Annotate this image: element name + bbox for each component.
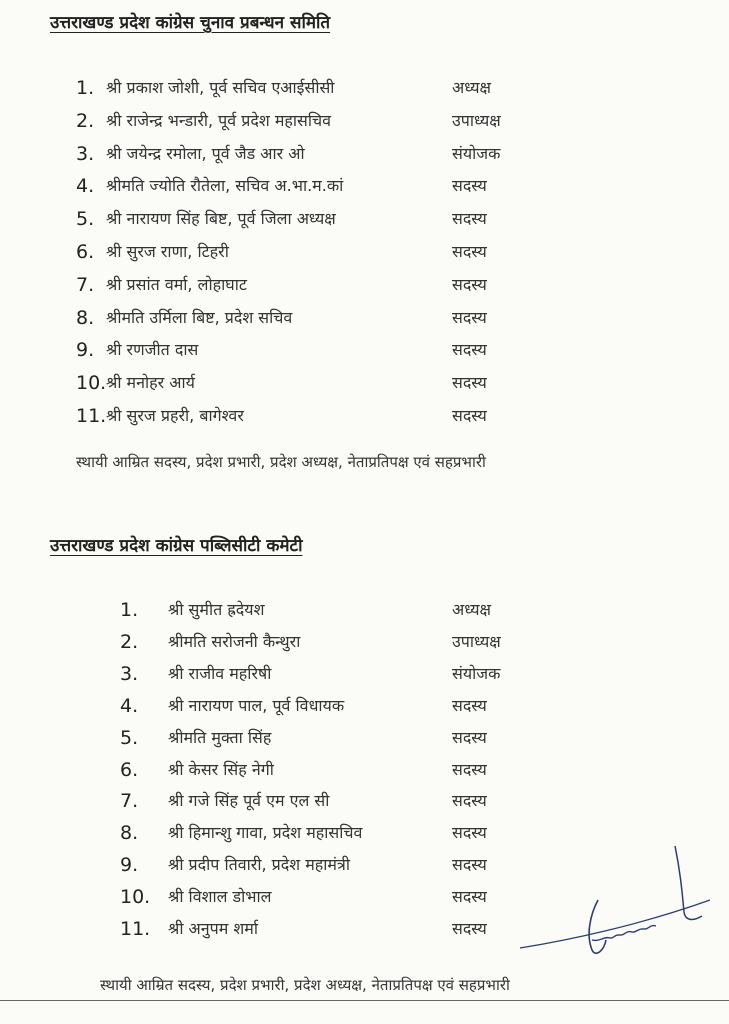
member-role: अध्यक्ष [452, 600, 491, 619]
member-role: सदस्य [452, 919, 487, 938]
member-name: श्री नारायण पाल, पूर्व विधायक [168, 695, 345, 715]
member-name: श्री प्रदीप तिवारी, प्रदेश महामंत्री [168, 855, 350, 875]
member-role: अध्यक्ष [452, 78, 491, 97]
member-role: उपाध्यक्ष [452, 631, 501, 651]
member-role: सदस्य [452, 307, 487, 327]
signature-image [480, 840, 720, 970]
member-role: सदस्य [452, 176, 487, 196]
member-name: श्री गजे सिंह पूर्व एम एल सी [168, 791, 330, 811]
member-name: श्री विशाल डोभाल [168, 887, 272, 907]
member-number: 6. [76, 241, 95, 263]
member-number: 7. [76, 273, 95, 296]
member-number: 2. [120, 630, 139, 653]
member-number: 6. [120, 758, 139, 781]
member-number: 5. [76, 208, 95, 231]
member-name: श्री राजीव महरिषी [168, 663, 272, 683]
member-role: उपाध्यक्ष [452, 110, 501, 130]
member-role: सदस्य [452, 242, 487, 261]
member-name: श्री सुरज राणा, टिहरी [106, 242, 229, 261]
member-number: 1. [120, 599, 139, 621]
member-number: 1. [76, 77, 95, 99]
member-name: श्री हिमान्शु गावा, प्रदेश महासचिव [168, 823, 363, 843]
member-number: 5. [120, 726, 139, 749]
member-role: सदस्य [452, 759, 487, 779]
member-role: सदस्य [452, 695, 487, 715]
member-name: श्रीमति मुक्ता सिंह [168, 727, 272, 747]
member-role: सदस्य [452, 727, 487, 747]
member-number: 11. [120, 918, 151, 940]
member-role: सदस्य [452, 791, 487, 811]
member-number: 8. [120, 822, 139, 845]
member-role: सदस्य [452, 209, 487, 229]
member-number: 3. [120, 662, 139, 685]
member-name: श्री नारायण सिंह बिष्ट, पूर्व जिला अध्यक्ष [106, 209, 336, 229]
member-number: 11. [76, 405, 107, 427]
member-number: 9. [120, 854, 139, 877]
member-role: सदस्य [452, 887, 487, 907]
member-number: 3. [76, 142, 95, 165]
section-2-note: स्थायी आम्रित सदस्य, प्रदेश प्रभारी, प्रदेश अध्यक्ष, नेताप्रतिपक्ष एवं सहप्रभारी [100, 976, 510, 994]
member-role: सदस्य [452, 340, 487, 360]
section-1-note: स्थायी आम्रित सदस्य, प्रदेश प्रभारी, प्रदेश अध्यक्ष, नेताप्रतिपक्ष एवं सहप्रभारी [76, 453, 486, 471]
member-name: श्री सुमीत ह्रदेयश [168, 600, 265, 619]
member-name: श्री रणजीत दास [106, 340, 199, 360]
member-name: श्रीमति सरोजनी कैन्थुरा [168, 631, 301, 651]
member-number: 7. [120, 790, 139, 813]
member-name: श्री जयेन्द्र रमोला, पूर्व जैड आर ओ [106, 143, 305, 163]
member-name: श्री प्रकाश जोशी, पूर्व सचिव एआईसीसी [106, 78, 335, 97]
member-name: श्री राजेन्द्र भन्डारी, पूर्व प्रदेश महासचिव [106, 110, 332, 130]
member-name: श्री केसर सिंह नेगी [168, 759, 274, 779]
member-role: सदस्य [452, 373, 487, 393]
member-number: 9. [76, 339, 95, 362]
member-role: संयोजक [452, 663, 501, 683]
member-number: 4. [76, 175, 95, 198]
member-name: श्री प्रसांत वर्मा, लोहाघाट [106, 274, 247, 294]
member-number: 10. [76, 372, 107, 395]
member-role: सदस्य [452, 823, 487, 843]
member-role: सदस्य [452, 406, 487, 425]
member-name: श्री मनोहर आर्य [106, 373, 195, 393]
member-name: श्री अनुपम शर्मा [168, 919, 258, 938]
member-role: संयोजक [452, 143, 501, 163]
member-role: सदस्य [452, 855, 487, 875]
member-role: सदस्य [452, 274, 487, 294]
member-name: श्री सुरज प्रहरी, बागेश्वर [106, 406, 244, 425]
member-number: 2. [76, 109, 95, 132]
bottom-rule [0, 1000, 729, 1001]
section-2-title: उत्तराखण्ड प्रदेश कांग्रेस पब्लिसीटी कमेटी [50, 536, 303, 556]
section-1-title: उत्तराखण्ड प्रदेश कांग्रेस चुनाव प्रबन्धन समिति [50, 13, 331, 33]
member-name: श्रीमति उर्मिला बिष्ट, प्रदेश सचिव [106, 307, 293, 327]
member-number: 10. [120, 886, 151, 909]
member-number: 4. [120, 694, 139, 717]
member-number: 8. [76, 306, 95, 329]
member-name: श्रीमति ज्योति रौतेला, सचिव अ.भा.म.कां [106, 176, 344, 196]
